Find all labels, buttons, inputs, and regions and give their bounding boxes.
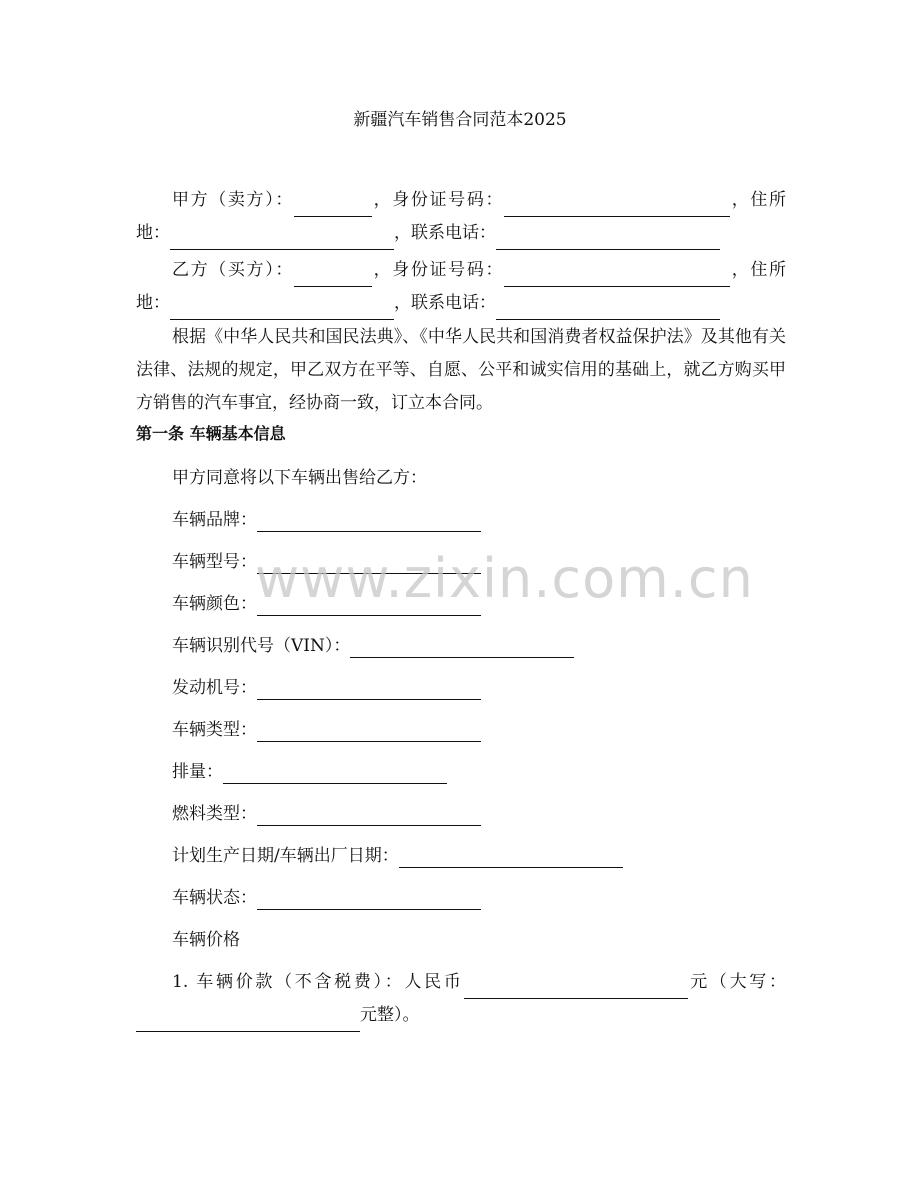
- field-blank[interactable]: [257, 681, 481, 700]
- field-label: 车辆识别代号（VIN）：: [172, 636, 351, 656]
- field-model: [172, 550, 481, 574]
- field-blank[interactable]: [350, 639, 574, 658]
- party-a-phone-label: ，联系电话：: [394, 223, 496, 243]
- price-heading: 车辆价格: [172, 930, 240, 950]
- field-label: 车辆品牌：: [172, 510, 257, 530]
- field-blank[interactable]: [257, 513, 481, 532]
- document-title: 新疆汽车销售合同范本2025: [353, 110, 567, 130]
- party-a-phone-blank[interactable]: [496, 231, 720, 250]
- field-blank[interactable]: [399, 849, 623, 868]
- preamble-paragraph: 根据《中华人民共和国民法典》、《中华人民共和国消费者权益保护法》及其他有关法律、法规的规定，甲乙双方在平等、自愿、公平和诚实信用的基础上，就乙方购买甲方销售的汽车事宜，经协商一致，订立本合同。: [136, 327, 786, 413]
- field-label: 发动机号：: [172, 678, 257, 698]
- field-label: 排量：: [172, 762, 223, 782]
- field-label: 计划生产日期/车辆出厂日期：: [172, 846, 399, 866]
- field-blank[interactable]: [257, 555, 481, 574]
- price-amount-blank[interactable]: [464, 980, 688, 999]
- party-b-id-blank[interactable]: [504, 268, 730, 287]
- party-b-label: 乙方（买方）：: [172, 260, 294, 280]
- party-b-id-label: ，身份证号码：: [371, 260, 505, 280]
- party-a-label: 甲方（卖方）：: [172, 190, 294, 210]
- party-b-address-pre: ，住所: [730, 260, 787, 280]
- article-1-heading: 第一条 车辆基本信息: [136, 424, 286, 443]
- party-a-name-blank[interactable]: [294, 198, 372, 217]
- price-tail: 元整）。: [360, 1005, 420, 1025]
- field-blank[interactable]: [257, 807, 481, 826]
- price-unit: 元（大写：: [687, 972, 786, 992]
- field-production-date: [172, 844, 623, 868]
- field-label: 燃料类型：: [172, 804, 257, 824]
- price-item-text: 1. 车辆价款（不含税费）：人民币: [172, 972, 464, 992]
- party-b-name-blank[interactable]: [294, 268, 372, 287]
- party-a-address-pre: ，住所: [730, 190, 787, 210]
- article-1-intro: 甲方同意将以下车辆出售给乙方：: [172, 468, 427, 488]
- price-uppercase-blank[interactable]: [136, 1013, 360, 1032]
- field-vehicle-status: [172, 886, 481, 910]
- party-b-phone-label: ，联系电话：: [394, 293, 496, 313]
- field-blank[interactable]: [257, 597, 481, 616]
- party-a-paragraph: [136, 184, 786, 250]
- field-label: 车辆状态：: [172, 888, 257, 908]
- field-label: 车辆型号：: [172, 552, 257, 572]
- party-a-id-blank[interactable]: [504, 198, 730, 217]
- field-engine-number: [172, 676, 481, 700]
- field-blank[interactable]: [223, 765, 447, 784]
- field-blank[interactable]: [257, 723, 481, 742]
- party-b-address-label: 地：: [136, 293, 170, 313]
- field-blank[interactable]: [257, 891, 481, 910]
- party-b-paragraph: [136, 254, 786, 320]
- field-vin: [172, 634, 574, 658]
- field-color: [172, 592, 481, 616]
- field-label: 车辆颜色：: [172, 594, 257, 614]
- party-b-address-blank[interactable]: [170, 301, 394, 320]
- party-b-phone-blank[interactable]: [496, 301, 720, 320]
- field-brand: [172, 508, 481, 532]
- price-item-1: [136, 966, 786, 1032]
- watermark: www.zixin.com.cn: [255, 547, 754, 610]
- party-a-id-label: ，身份证号码：: [371, 190, 505, 210]
- field-displacement: [172, 760, 447, 784]
- field-vehicle-type: [172, 718, 481, 742]
- party-a-address-label: 地：: [136, 223, 170, 243]
- party-a-address-blank[interactable]: [170, 231, 394, 250]
- field-fuel-type: [172, 802, 481, 826]
- field-label: 车辆类型：: [172, 720, 257, 740]
